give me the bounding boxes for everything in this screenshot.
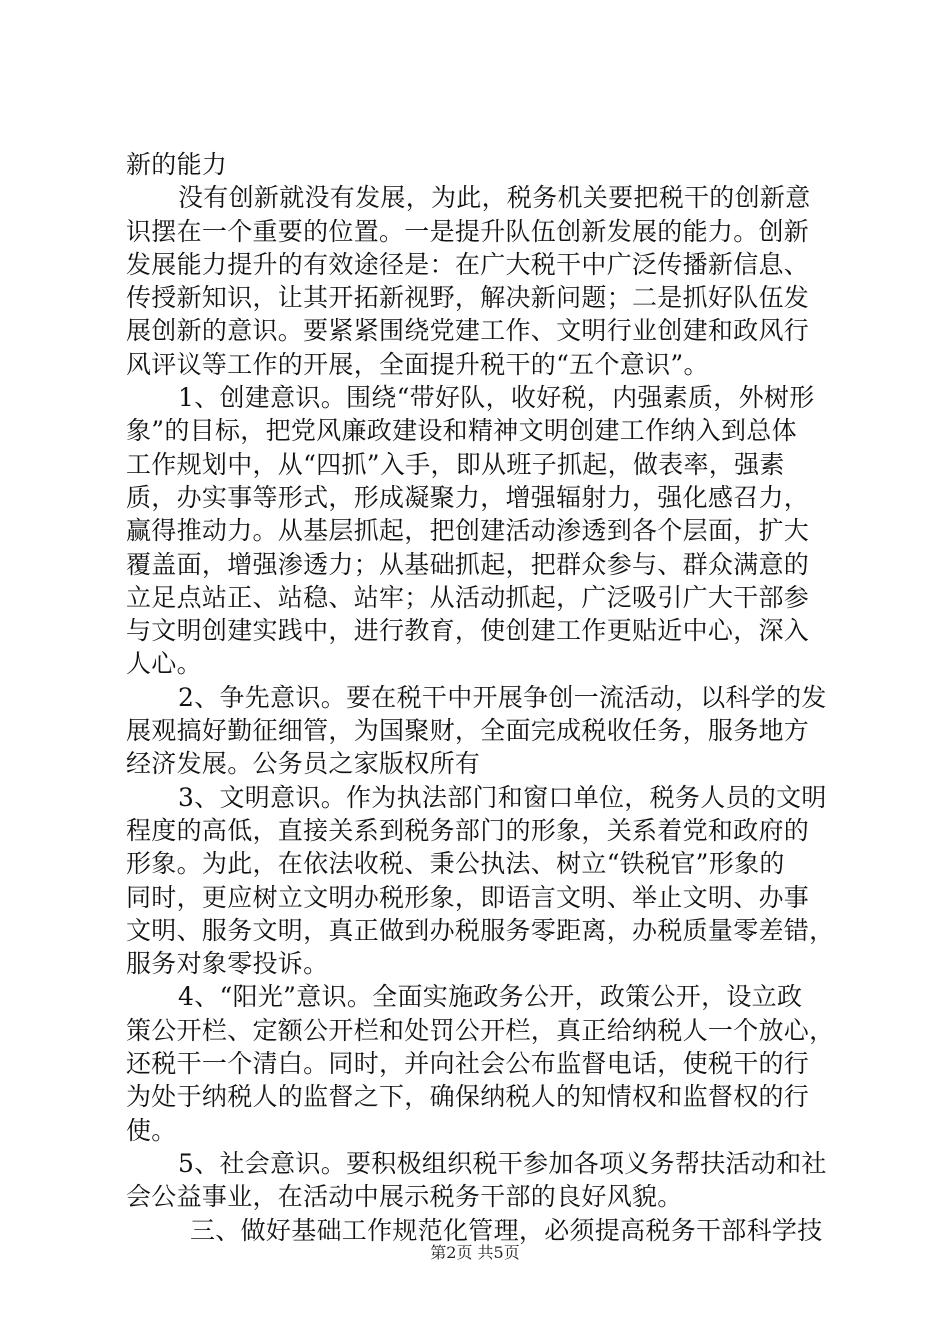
text-line: 同时，更应树立文明办税形象，即语言文明、举止文明、办事 — [126, 882, 810, 912]
text-line: 使。 — [126, 1115, 177, 1145]
text-line: 质，办实事等形式，形成凝聚力，增强辐射力，强化感召力， — [126, 482, 810, 512]
section-heading-line: 三、做好基础工作规范化管理，必须提高税务干部科学技 — [190, 1215, 823, 1245]
text-line: 策公开栏、定额公开栏和处罚公开栏，真正给纳税人一个放心， — [126, 1015, 835, 1045]
text-line: 为处于纳税人的监督之下，确保纳税人的知情权和监督权的行 — [126, 1082, 810, 1112]
text-line: 传授新知识，让其开拓新视野，解决新问题；二是抓好队伍发 — [126, 283, 810, 313]
text-line: 形象。为此，在依法收税、秉公执法、树立“铁税官”形象的 — [126, 849, 785, 879]
text-line: 风评议等工作的开展，全面提升税干的“五个意识”。 — [126, 349, 709, 379]
text-line: 文明、服务文明，真正做到办税服务零距离，办税质量零差错， — [126, 915, 835, 945]
document-body — [126, 148, 838, 1247]
text-line: 还税干一个清白。同时，并向社会公布监督电话，使税干的行 — [126, 1049, 810, 1079]
text-line: 立足点站正、站稳、站牢；从活动抓起，广泛吸引广大干部参 — [126, 582, 810, 612]
page-number-footer: 第2页 共5页 — [430, 1243, 520, 1262]
text-line: 程度的高低，直接关系到税务部门的形象，关系着党和政府的 — [126, 815, 810, 845]
text-line: 经济发展。公务员之家版权所有 — [126, 749, 481, 779]
text-line: 人心。 — [126, 649, 202, 679]
text-line: 发展能力提升的有效途径是：在广大税干中广泛传播新信息、 — [126, 249, 810, 279]
text-line: 覆盖面，增强渗透力；从基础抓起，把群众参与、群众满意的 — [126, 549, 810, 579]
paragraph-start-line: 4、“阳光”意识。全面实施政务公开，政策公开，设立政 — [178, 982, 803, 1012]
paragraph-start-line: 3、文明意识。作为执法部门和窗口单位，税务人员的文明 — [178, 782, 827, 812]
text-line: 工作规划中，从“四抓”入手，即从班子抓起，做表率，强素 — [126, 449, 785, 479]
paragraph-start-line: 1、创建意识。围绕“带好队，收好税，内强素质，外树形 — [178, 383, 815, 413]
text-line: 与文明创建实践中，进行教育，使创建工作更贴近中心，深入 — [126, 616, 810, 646]
paragraph-start-line: 2、争先意识。要在税干中开展争创一流活动，以科学的发 — [178, 682, 827, 712]
text-line: 象”的目标，把党风廉政建设和精神文明创建工作纳入到总体 — [126, 416, 797, 446]
text-line: 赢得推动力。从基层抓起，把创建活动渗透到各个层面，扩大 — [126, 516, 810, 546]
paragraph-start-line: 5、社会意识。要积极组织税干参加各项义务帮扶活动和社 — [178, 1148, 827, 1178]
text-line: 识摆在一个重要的位置。一是提升队伍创新发展的能力。创新 — [126, 216, 810, 246]
text-line: 会公益事业，在活动中展示税务干部的良好风貌。 — [126, 1182, 683, 1212]
text-line: 展创新的意识。要紧紧围绕党建工作、文明行业创建和政风行 — [126, 316, 810, 346]
text-line: 服务对象零投诉。 — [126, 949, 329, 979]
paragraph-start-line: 没有创新就没有发展，为此，税务机关要把税干的创新意 — [178, 183, 811, 213]
text-line: 新的能力 — [126, 150, 228, 179]
text-line: 展观搞好勤征细管，为国聚财，全面完成税收任务，服务地方 — [126, 716, 810, 746]
